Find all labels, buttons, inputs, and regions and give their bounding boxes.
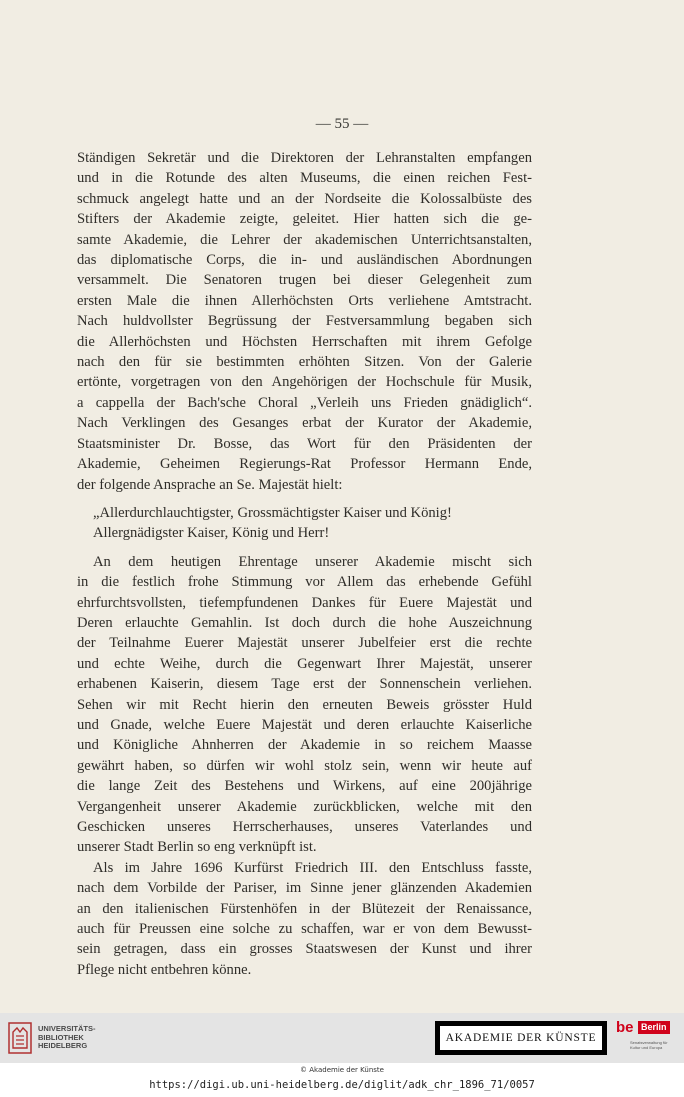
text-line: Als im Jahre 1696 Kurfürst Friedrich III. den Entschluss fasste, — [93, 859, 532, 876]
text-line: Allergnädigster Kaiser, König und Herr! — [93, 525, 330, 542]
text-line: der folgende Ansprache an Se. Majestät hielt: — [77, 476, 343, 493]
university-line: BIBLIOTHEK — [38, 1032, 84, 1042]
text-line: Ständigen Sekretär und die Direktoren der Lehranstalten empfangen — [77, 150, 532, 166]
berlin-subtitle: Senatsverwaltung für Kultur und Europa — [630, 1040, 668, 1050]
text-line: ersten Male die ihnen Allerhöchsten Orts verliehene Amtstracht. — [77, 292, 532, 309]
university-library-label — [38, 1025, 96, 1051]
text-line: a cappella der Bach'sche Choral „Verleih uns Frieden gnädiglich“. — [77, 394, 532, 411]
text-line: Staatsminister Dr. Bosse, das Wort für den Präsidenten der — [77, 435, 532, 452]
text-line: und Königliche Ahnherren der Akademie in so reichem Maasse — [77, 737, 532, 754]
text-line: samte Akademie, die Lehrer der akademischen Unterrichtsanstalten, — [77, 231, 532, 248]
text-line: das diplomatische Corps, die in- und ausländischen Abordnungen — [77, 252, 532, 269]
berlin-logo-icon[interactable] — [616, 1020, 674, 1058]
text-line: An dem heutigen Ehrentage unserer Akademie mischt sich — [93, 553, 532, 570]
heidelberg-lion-icon — [8, 1022, 32, 1054]
page-url[interactable]: https://digi.ub.uni-heidelberg.de/diglit/adk_chr_1896_71/0057 — [149, 1079, 535, 1091]
page-number: — 55 — — [315, 116, 369, 132]
text-line: sein getragen, dass ein grosses Staatswesen der Kunst und ihrer — [77, 941, 532, 958]
text-line: nach den für sie bestimmten erhöhten Sitzen. Von der Galerie — [77, 354, 532, 371]
university-line: HEIDELBERG — [38, 1041, 88, 1050]
paragraph-gap — [77, 544, 532, 552]
text-line: die lange Zeit des Bestehens und Wirkens, auf eine 200jährige — [77, 778, 532, 795]
text-line: Nach huldvollster Begrüssung der Festversammlung begaben sich — [77, 313, 532, 330]
text-line: ehrfurchtsvollsten, tiefempfundenen Dankes für Euere Majestät und — [77, 594, 532, 611]
text-line: „Allerdurchlauchtigster, Grossmächtigster Kaiser und König! — [93, 504, 452, 521]
text-line: ertönte, vorgetragen von den Angehörigen der Hochschule für Musik, — [77, 374, 532, 391]
copyright-notice: © Akademie der Künste — [300, 1066, 384, 1074]
akademie-label: AKADEMIE DER KÜNSTE — [439, 1025, 603, 1051]
text-line: nach dem Vorbilde der Pariser, im Sinne jener glänzenden Akademien — [77, 880, 532, 897]
text-line: Sehen wir mit Recht hierin den erneuten Beweis grösster Huld — [77, 696, 532, 713]
text-line: Pflege nicht entbehren könne. — [77, 961, 252, 978]
text-line: Deren erlauchte Gemahlin. Ist doch durch die hohe Auszeichnung — [77, 614, 532, 631]
body-text — [77, 148, 532, 980]
university-line: UNIVERSITÄTS- — [38, 1024, 96, 1033]
text-line: und in die Rotunde des alten Museums, die einen reichen Fest- — [77, 170, 532, 187]
text-line: der Teilnahme Euerer Majestät unserer Jubelfeier erst die rechte — [77, 635, 532, 652]
akademie-logo[interactable] — [435, 1021, 607, 1055]
text-line: an den italienischen Fürstenhöfen in der Blütezeit der Renaissance, — [77, 900, 532, 917]
text-line: versammelt. Die Senatoren trugen bei dieser Gelegenheit zum — [77, 272, 532, 289]
text-line: die Allerhöchsten und Höchsten Herrschaften mit ihrem Gefolge — [77, 333, 532, 350]
text-line: Stifters der Akademie zeigte, geleitet. Hier hatten sich die ge- — [77, 211, 532, 228]
text-line: gewährt haben, so dürfen wir wohl stolz sein, wenn wir heute auf — [77, 757, 532, 774]
text-line: auch für Preussen eine solche zu schaffen, war er von dem Bewusst- — [77, 921, 532, 938]
text-line: Nach Verklingen des Gesanges erbat der Kurator der Akademie, — [77, 415, 532, 432]
paragraph-gap — [77, 495, 532, 503]
text-line: und Gnade, welche Euere Majestät und deren erlauchte Kaiserliche — [77, 716, 532, 733]
text-line: und echte Weihe, durch die Gegenwart Ihrer Majestät, unserer — [77, 655, 532, 672]
footer-bar — [0, 1013, 684, 1063]
text-line: erhabenen Kaiserin, diesem Tage erst der Sonnenschein verliehen. — [77, 676, 532, 693]
text-line: Akademie, Geheimen Regierungs-Rat Professor Hermann Ende, — [77, 456, 532, 473]
berlin-badge: Berlin — [638, 1021, 670, 1034]
text-line: Geschicken unseres Herrscherhauses, unseres Vaterlandes und — [77, 819, 532, 835]
text-line: unserer Stadt Berlin so eng verknüpft ist. — [77, 839, 317, 856]
berlin-be: be — [616, 1019, 634, 1036]
text-line: Vergangenheit unserer Akademie zurückblicken, welche mit den — [77, 798, 532, 815]
text-line: in die festlich frohe Stimmung vor Allem das erhebende Gefühl — [77, 574, 532, 591]
text-line: schmuck angelegt hatte und an der Nordseite die Kolossalbüste des — [77, 190, 532, 207]
